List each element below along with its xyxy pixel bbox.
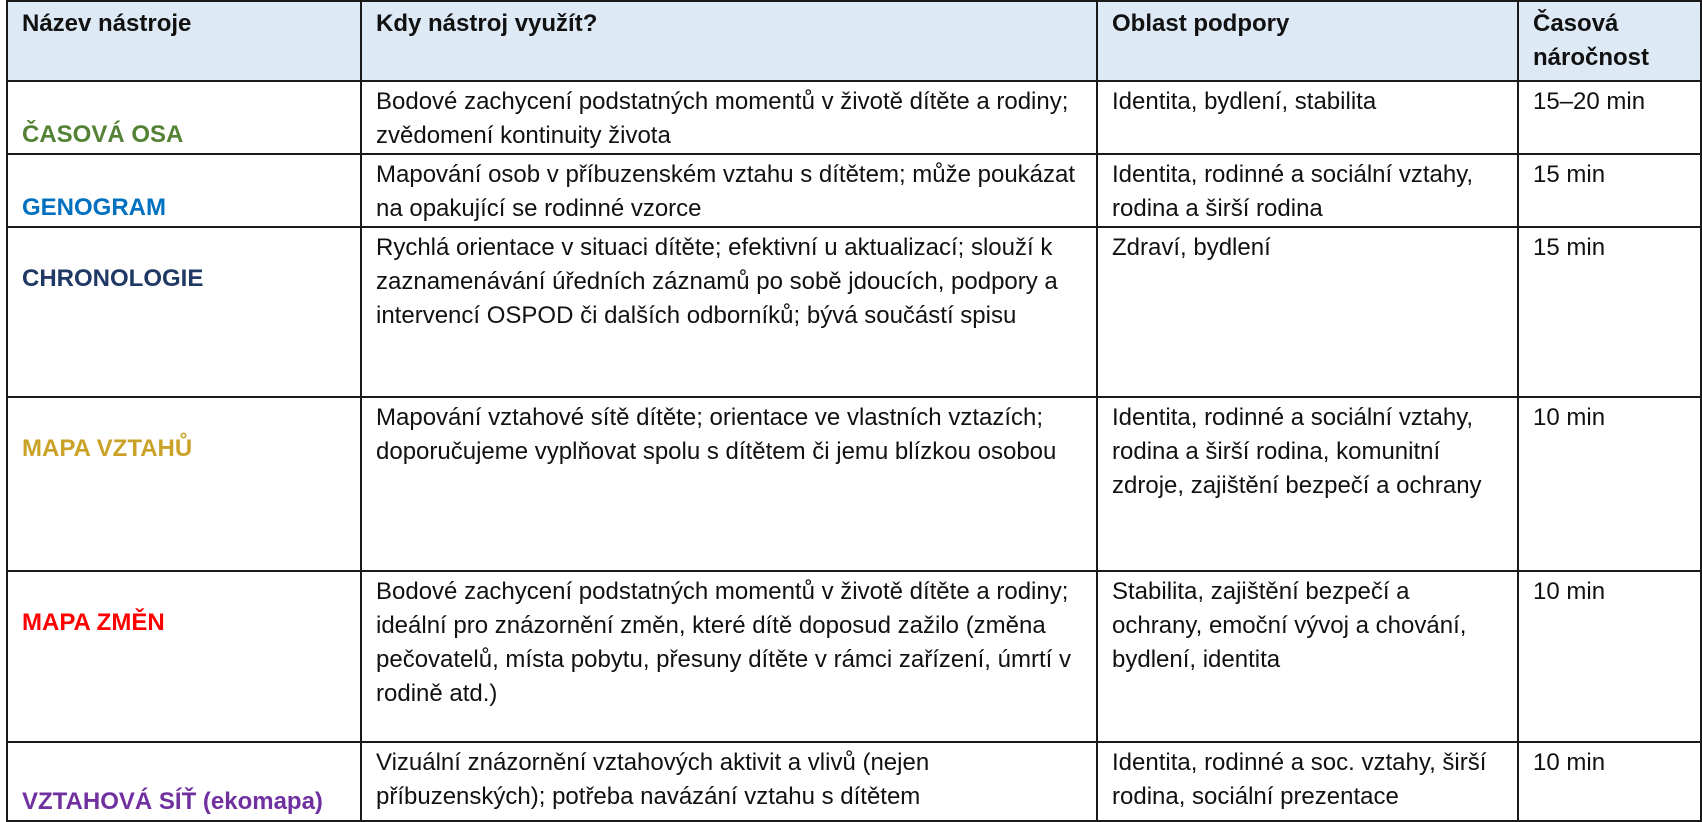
when-to-use: Rychlá orientace v situaci dítěte; efektivní u aktualizací; slouží k zaznamenávání úředních záznamů po sobě jdoucích, podpory a intervencí OSPOD či dalších odborníků; bývá součástí spisu bbox=[361, 227, 1097, 397]
tool-name: VZTAHOVÁ SÍŤ (ekomapa) bbox=[7, 742, 361, 821]
tool-name: MAPA VZTAHŮ bbox=[7, 397, 361, 571]
tool-name: CHRONOLOGIE bbox=[7, 227, 361, 397]
time-demand: 10 min bbox=[1518, 571, 1701, 742]
header-time-demand: Časová náročnost bbox=[1518, 1, 1701, 81]
table-row bbox=[7, 227, 1701, 397]
table-row bbox=[7, 571, 1701, 742]
time-demand: 15 min bbox=[1518, 227, 1701, 397]
tools-table bbox=[6, 0, 1702, 822]
support-area: Zdraví, bydlení bbox=[1097, 227, 1518, 397]
tools-table-wrapper bbox=[6, 0, 1702, 822]
when-to-use: Bodové zachycení podstatných momentů v životě dítěte a rodiny; ideální pro znázornění změn, které dítě doposud zažilo (změna pečovatelů, místa pobytu, přesuny dítěte v rámci zařízení, úmrtí v rodině atd.) bbox=[361, 571, 1097, 742]
time-demand: 10 min bbox=[1518, 742, 1701, 821]
support-area: Identita, bydlení, stabilita bbox=[1097, 81, 1518, 154]
tool-name: MAPA ZMĚN bbox=[7, 571, 361, 742]
when-to-use: Mapování osob v příbuzenském vztahu s dítětem; může poukázat na opakující se rodinné vzorce bbox=[361, 154, 1097, 227]
tool-name: GENOGRAM bbox=[7, 154, 361, 227]
when-to-use: Mapování vztahové sítě dítěte; orientace ve vlastních vztazích; doporučujeme vyplňovat spolu s dítětem či jemu blízkou osobou bbox=[361, 397, 1097, 571]
tool-name: ČASOVÁ OSA bbox=[7, 81, 361, 154]
table-row bbox=[7, 742, 1701, 821]
table-row bbox=[7, 154, 1701, 227]
header-row bbox=[7, 1, 1701, 81]
when-to-use: Vizuální znázornění vztahových aktivit a vlivů (nejen příbuzenských); potřeba navázání vztahu s dítětem bbox=[361, 742, 1097, 821]
time-demand: 10 min bbox=[1518, 397, 1701, 571]
support-area: Identita, rodinné a sociální vztahy, rodina a širší rodina, komunitní zdroje, zajištění bezpečí a ochrany bbox=[1097, 397, 1518, 571]
time-demand: 15 min bbox=[1518, 154, 1701, 227]
header-tool-name: Název nástroje bbox=[7, 1, 361, 81]
time-demand: 15–20 min bbox=[1518, 81, 1701, 154]
table-row bbox=[7, 81, 1701, 154]
support-area: Identita, rodinné a sociální vztahy, rodina a širší rodina bbox=[1097, 154, 1518, 227]
when-to-use: Bodové zachycení podstatných momentů v životě dítěte a rodiny; zvědomení kontinuity života bbox=[361, 81, 1097, 154]
support-area: Identita, rodinné a soc. vztahy, širší rodina, sociální prezentace bbox=[1097, 742, 1518, 821]
header-when-to-use: Kdy nástroj využít? bbox=[361, 1, 1097, 81]
table-row bbox=[7, 397, 1701, 571]
header-support-area: Oblast podpory bbox=[1097, 1, 1518, 81]
support-area: Stabilita, zajištění bezpečí a ochrany, emoční vývoj a chování, bydlení, identita bbox=[1097, 571, 1518, 742]
